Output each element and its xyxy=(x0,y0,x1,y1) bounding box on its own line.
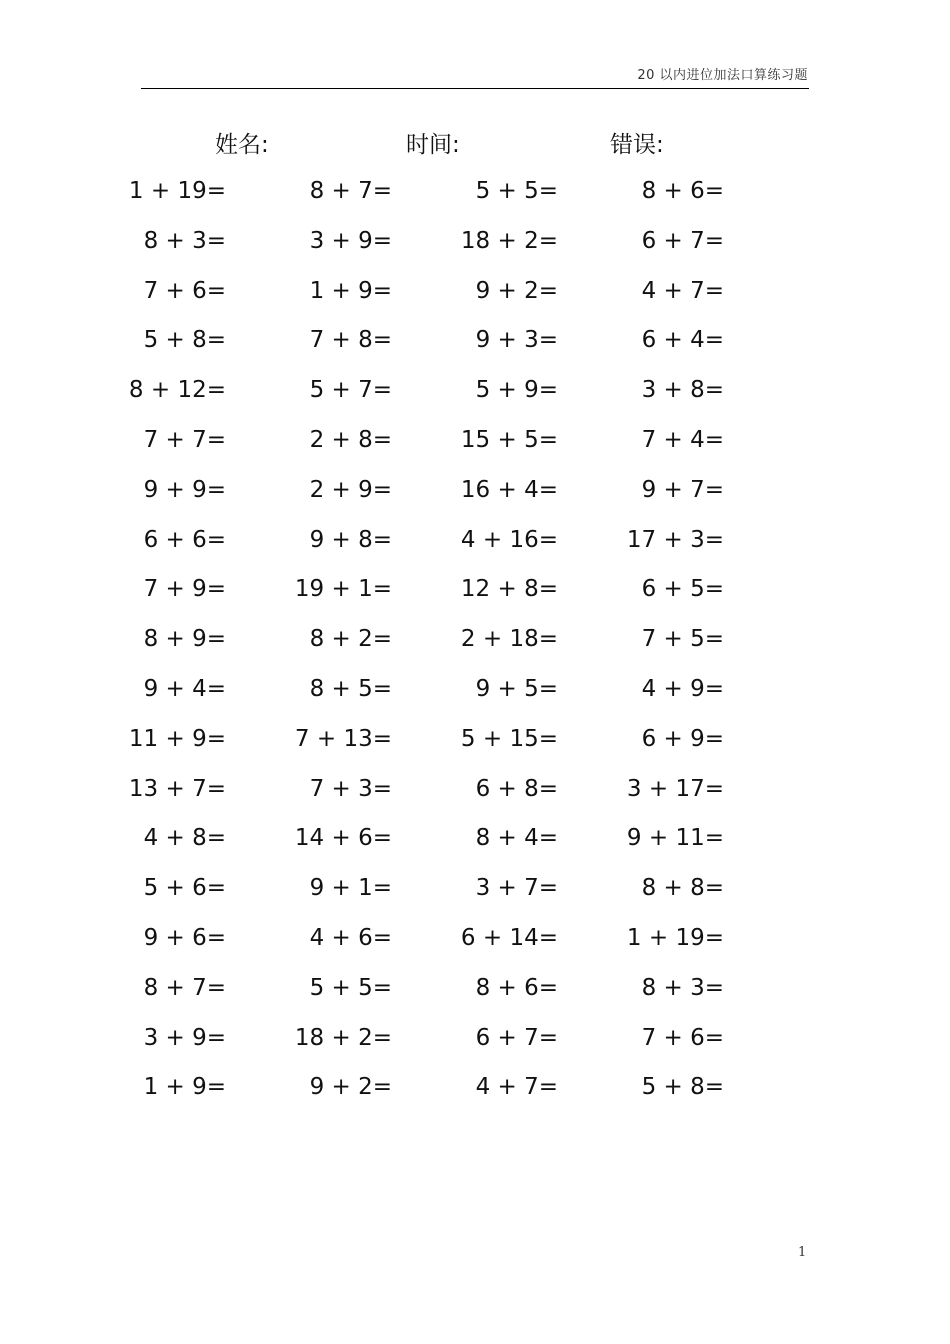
addition-problem: 5 + 8= xyxy=(641,1074,724,1101)
addition-problem: 9 + 6= xyxy=(143,924,226,951)
problem-grid xyxy=(126,173,790,1119)
addition-problem: 9 + 3= xyxy=(475,327,558,354)
addition-problem: 1 + 19= xyxy=(626,924,724,951)
addition-problem: 3 + 9= xyxy=(143,1024,226,1051)
addition-problem: 2 + 18= xyxy=(460,626,558,653)
addition-problem: 5 + 7= xyxy=(309,377,392,404)
addition-problem: 18 + 2= xyxy=(294,1024,392,1051)
addition-problem: 7 + 13= xyxy=(294,725,392,752)
addition-problem: 4 + 6= xyxy=(309,924,392,951)
addition-problem: 8 + 6= xyxy=(475,974,558,1001)
addition-problem: 4 + 7= xyxy=(641,277,724,304)
addition-problem: 8 + 12= xyxy=(128,377,226,404)
addition-problem: 5 + 8= xyxy=(143,327,226,354)
addition-problem: 7 + 4= xyxy=(641,426,724,453)
addition-problem: 13 + 7= xyxy=(128,775,226,802)
addition-problem: 6 + 9= xyxy=(641,725,724,752)
addition-problem: 18 + 2= xyxy=(460,227,558,254)
addition-problem: 5 + 9= xyxy=(475,377,558,404)
addition-problem: 15 + 5= xyxy=(460,426,558,453)
addition-problem: 8 + 7= xyxy=(143,974,226,1001)
addition-problem: 7 + 3= xyxy=(309,775,392,802)
addition-problem: 7 + 5= xyxy=(641,626,724,653)
addition-problem: 8 + 5= xyxy=(309,675,392,702)
addition-problem: 9 + 4= xyxy=(143,675,226,702)
addition-problem: 5 + 5= xyxy=(475,178,558,204)
addition-problem: 2 + 9= xyxy=(309,476,392,503)
addition-problem: 9 + 11= xyxy=(626,825,724,852)
addition-problem: 7 + 6= xyxy=(143,277,226,304)
addition-problem: 8 + 8= xyxy=(641,875,724,902)
addition-problem: 6 + 4= xyxy=(641,327,724,354)
addition-problem: 4 + 7= xyxy=(475,1074,558,1101)
addition-problem: 3 + 7= xyxy=(475,875,558,902)
name-label: 姓名: xyxy=(215,132,269,158)
addition-problem: 4 + 16= xyxy=(460,526,558,553)
student-info-row xyxy=(0,126,950,160)
addition-problem: 6 + 14= xyxy=(460,924,558,951)
addition-problem: 8 + 3= xyxy=(641,974,724,1001)
addition-problem: 9 + 2= xyxy=(475,277,558,304)
addition-problem: 9 + 1= xyxy=(309,875,392,902)
addition-problem: 8 + 7= xyxy=(309,178,392,204)
addition-problem: 3 + 9= xyxy=(309,227,392,254)
addition-problem: 9 + 9= xyxy=(143,476,226,503)
addition-problem: 8 + 2= xyxy=(309,626,392,653)
addition-problem: 8 + 4= xyxy=(475,825,558,852)
addition-problem: 11 + 9= xyxy=(128,725,226,752)
header-divider xyxy=(141,88,809,89)
addition-problem: 4 + 8= xyxy=(143,825,226,852)
addition-problem: 7 + 7= xyxy=(143,426,226,453)
addition-problem: 7 + 6= xyxy=(641,1024,724,1051)
page-header-title: 20 以内进位加法口算练习题 xyxy=(637,68,808,83)
addition-problem: 5 + 6= xyxy=(143,875,226,902)
addition-problem: 6 + 5= xyxy=(641,576,724,603)
addition-problem: 6 + 8= xyxy=(475,775,558,802)
addition-problem: 3 + 17= xyxy=(626,775,724,802)
addition-problem: 1 + 9= xyxy=(143,1074,226,1101)
addition-problem: 3 + 8= xyxy=(641,377,724,404)
addition-problem: 6 + 6= xyxy=(143,526,226,553)
addition-problem: 9 + 2= xyxy=(309,1074,392,1101)
addition-problem: 6 + 7= xyxy=(475,1024,558,1051)
addition-problem: 9 + 5= xyxy=(475,675,558,702)
addition-problem: 17 + 3= xyxy=(626,526,724,553)
addition-problem: 5 + 15= xyxy=(460,725,558,752)
addition-problem: 12 + 8= xyxy=(460,576,558,603)
addition-problem: 7 + 8= xyxy=(309,327,392,354)
errors-label: 错误: xyxy=(610,132,664,158)
addition-problem: 9 + 7= xyxy=(641,476,724,503)
addition-problem: 2 + 8= xyxy=(309,426,392,453)
addition-problem: 8 + 9= xyxy=(143,626,226,653)
addition-problem: 8 + 6= xyxy=(641,178,724,204)
addition-problem: 6 + 7= xyxy=(641,227,724,254)
addition-problem: 9 + 8= xyxy=(309,526,392,553)
addition-problem: 19 + 1= xyxy=(294,576,392,603)
addition-problem: 16 + 4= xyxy=(460,476,558,503)
page-number: 1 xyxy=(798,1245,807,1260)
addition-problem: 4 + 9= xyxy=(641,675,724,702)
addition-problem: 14 + 6= xyxy=(294,825,392,852)
addition-problem: 1 + 9= xyxy=(309,277,392,304)
addition-problem: 8 + 3= xyxy=(143,227,226,254)
time-label: 时间: xyxy=(406,132,460,158)
addition-problem: 7 + 9= xyxy=(143,576,226,603)
addition-problem: 5 + 5= xyxy=(309,974,392,1001)
addition-problem: 1 + 19= xyxy=(128,178,226,204)
